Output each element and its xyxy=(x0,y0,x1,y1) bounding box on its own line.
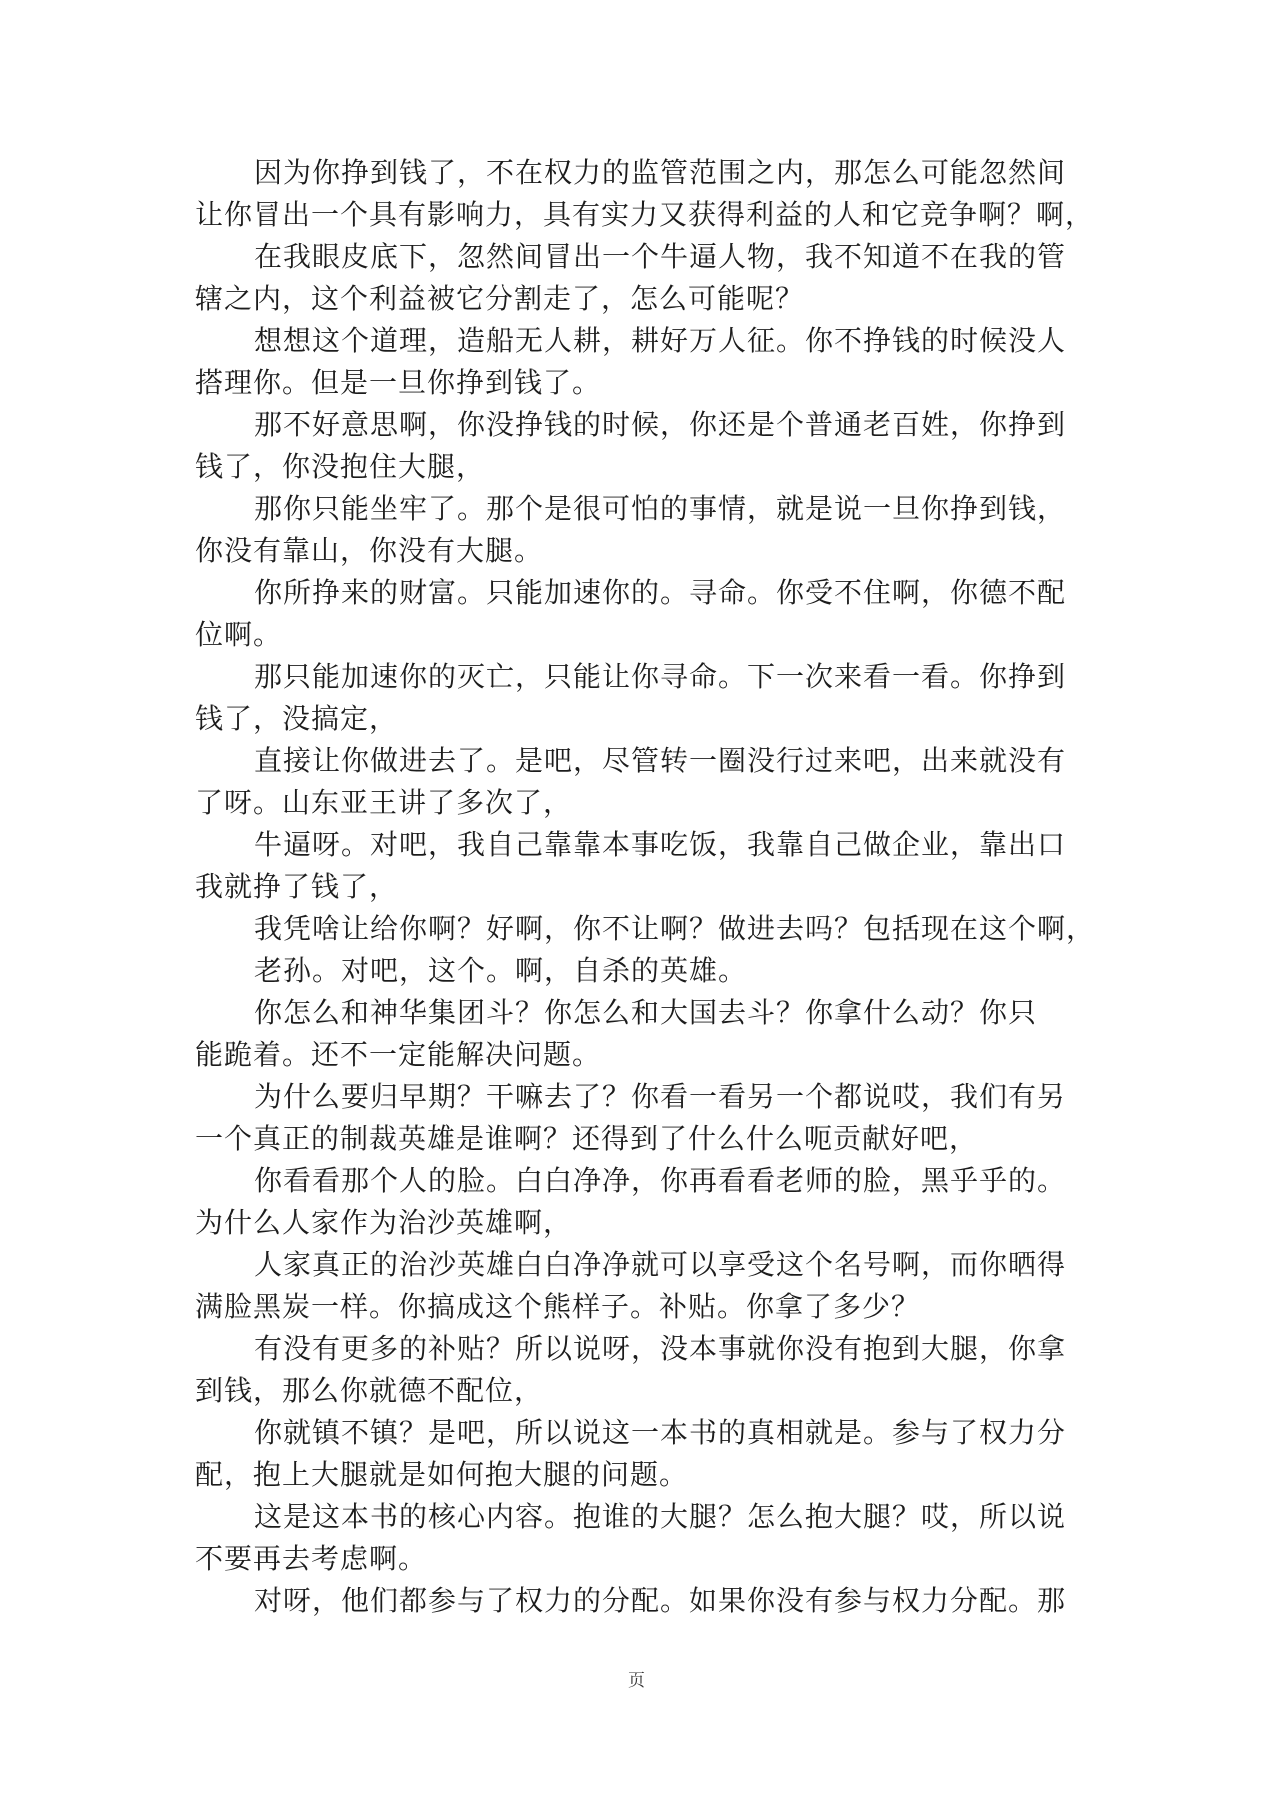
paragraph: 有没有更多的补贴？所以说呀，没本事就你没有抱到大腿，你拿 到钱，那么你就德不配位， xyxy=(195,1332,1067,1407)
paragraph: 想想这个道理，造船无人耕，耕好万人征。你不挣钱的时候没人 搭理你。但是一旦你挣到钱了。 xyxy=(195,324,1067,399)
paragraph: 在我眼皮底下，忽然间冒出一个牛逼人物，我不知道不在我的管 辖之内，这个利益被它分割走了，怎么可能呢？ xyxy=(195,240,1067,315)
paragraph: 人家真正的治沙英雄白白净净就可以享受这个名号啊，而你晒得 满脸黑炭一样。你搞成这个熊样子。补贴。你拿了多少？ xyxy=(195,1248,1067,1323)
paragraph: 为什么要归早期？干嘛去了？你看一看另一个都说哎，我们有另 一个真正的制裁英雄是谁啊？还得到了什么什么呃贡献好吧， xyxy=(195,1080,1067,1155)
paragraph: 我凭啥让给你啊？好啊，你不让啊？做进去吗？包括现在这个啊， xyxy=(254,912,1096,945)
paragraph: 你怎么和神华集团斗？你怎么和大国去斗？你拿什么动？你只 能跪着。还不一定能解决问题。 xyxy=(195,996,1038,1071)
paragraph: 牛逼呀。对吧，我自己靠靠本事吃饭，我靠自己做企业，靠出口 我就挣了钱了， xyxy=(195,828,1067,903)
paragraph: 那只能加速你的灭亡，只能让你寻命。下一次来看一看。你挣到 钱了，没搞定， xyxy=(195,660,1067,735)
paragraph: 这是这本书的核心内容。抱谁的大腿？怎么抱大腿？哎，所以说 不要再去考虑啊。 xyxy=(195,1500,1067,1575)
paragraph: 你就镇不镇？是吧，所以说这一本书的真相就是。参与了权力分 配，抱上大腿就是如何抱大腿的问题。 xyxy=(195,1416,1067,1491)
paragraph: 老孙。对吧，这个。啊，自杀的英雄。 xyxy=(254,954,748,987)
paragraph: 对呀，他们都参与了权力的分配。如果你没有参与权力分配。那 xyxy=(254,1584,1067,1617)
paragraph: 那不好意思啊，你没挣钱的时候，你还是个普通老百姓，你挣到 钱了，你没抱住大腿， xyxy=(195,408,1067,483)
document-body xyxy=(195,152,1095,1622)
page-number-label: 页 xyxy=(628,1671,645,1691)
paragraph: 因为你挣到钱了，不在权力的监管范围之内，那怎么可能忽然间 让你冒出一个具有影响力，具有实力又获得利益的人和它竞争啊？啊， xyxy=(195,156,1095,231)
paragraph: 你看看那个人的脸。白白净净，你再看看老师的脸，黑乎乎的。 为什么人家作为治沙英雄啊， xyxy=(195,1164,1067,1239)
paragraph: 直接让你做进去了。是吧，尽管转一圈没行过来吧，出来就没有 了呀。山东亚王讲了多次了， xyxy=(195,744,1067,819)
paragraph: 那你只能坐牢了。那个是很可怕的事情，就是说一旦你挣到钱， 你没有靠山，你没有大腿。 xyxy=(195,492,1067,567)
paragraph: 你所挣来的财富。只能加速你的。寻命。你受不住啊，你德不配 位啊。 xyxy=(195,576,1067,651)
